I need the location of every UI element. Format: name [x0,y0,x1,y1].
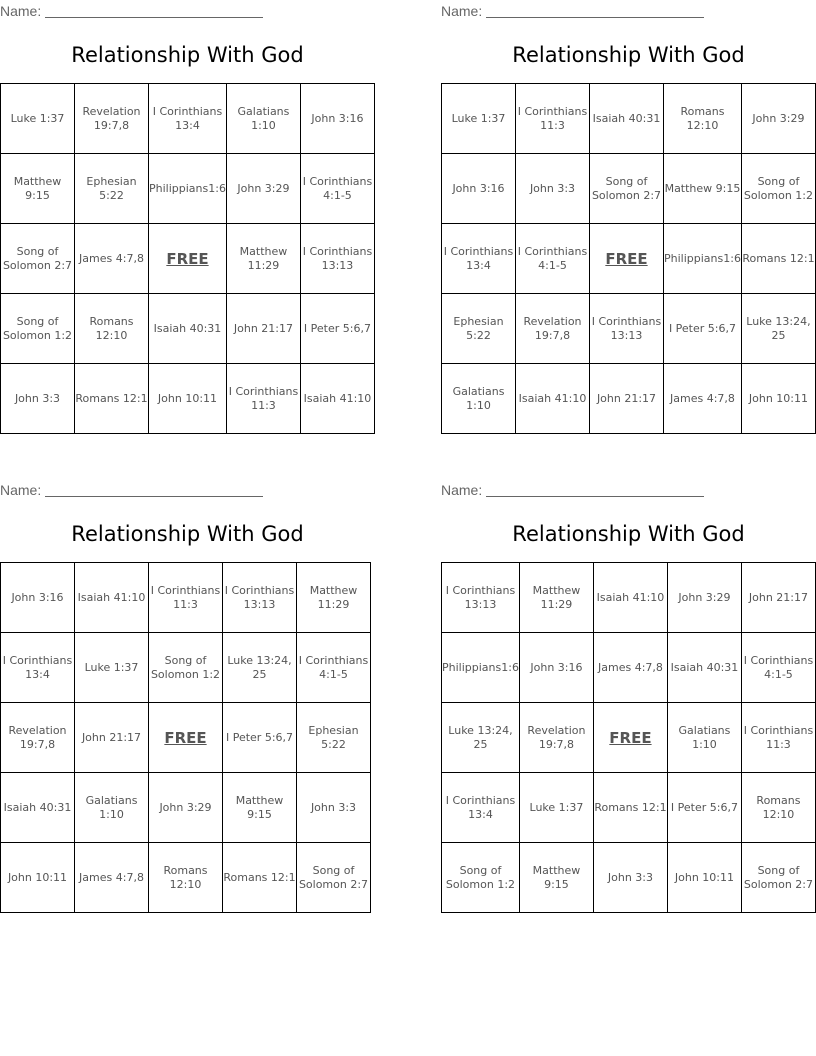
bingo-cell: James 4:7,8 [664,364,742,434]
grid-row [442,84,816,154]
free-space: FREE [593,703,667,773]
bingo-grid [0,83,375,434]
name-underline[interactable] [45,17,263,18]
bingo-cell: Isaiah 41:10 [300,364,374,434]
bingo-cell: Matthew 11:29 [226,224,300,294]
bingo-cell: John 3:29 [149,773,223,843]
bingo-cell: Luke 1:37 [75,633,149,703]
bingo-cell: Isaiah 40:31 [149,294,227,364]
bingo-cell: John 3:16 [519,633,593,703]
bingo-cell: John 21:17 [226,294,300,364]
grid-row [1,224,375,294]
grid-row [442,224,816,294]
bingo-cell: I Corinthians 13:4 [149,84,227,154]
bingo-cell: Matthew 9:15 [664,154,742,224]
bingo-cell: Matthew 9:15 [519,843,593,913]
card-title: Relationship With God [512,522,745,546]
bingo-cell: I Corinthians 4:1-5 [297,633,371,703]
bingo-cell: I Corinthians 11:3 [741,703,815,773]
grid-row [1,364,375,434]
name-label: Name: [0,482,42,498]
name-underline[interactable] [486,17,704,18]
bingo-cell: Isaiah 40:31 [667,633,741,703]
bingo-card-4 [441,479,816,919]
bingo-cell: Galatians 1:10 [442,364,516,434]
name-label: Name: [441,3,483,19]
bingo-cell: Isaiah 40:31 [590,84,664,154]
bingo-cell: Romans 12:1 [75,364,149,434]
bingo-cell: I Peter 5:6,7 [300,294,374,364]
bingo-cell: John 21:17 [590,364,664,434]
grid-row [442,773,816,843]
bingo-cell: John 3:3 [516,154,590,224]
bingo-cell: Romans 12:1 [593,773,667,843]
bingo-cell: John 3:29 [226,154,300,224]
bingo-cell: John 3:3 [1,364,75,434]
free-space: FREE [149,703,223,773]
bingo-cell: Luke 1:37 [442,84,516,154]
bingo-cell: Matthew 9:15 [223,773,297,843]
bingo-cell: Ephesian 5:22 [75,154,149,224]
bingo-cell: John 3:16 [442,154,516,224]
bingo-cell: I Corinthians 11:3 [149,563,223,633]
bingo-cell: Isaiah 40:31 [1,773,75,843]
bingo-cell: Philippians1:6 [442,633,520,703]
bingo-cell: Luke 13:24, 25 [223,633,297,703]
bingo-cell: I Peter 5:6,7 [223,703,297,773]
bingo-cell: Song of Solomon 2:7 [741,843,815,913]
bingo-cell: James 4:7,8 [75,224,149,294]
bingo-card-1 [0,0,375,440]
bingo-cell: I Corinthians 13:13 [442,563,520,633]
grid-row [1,703,371,773]
bingo-cell: Galatians 1:10 [75,773,149,843]
bingo-cell: Song of Solomon 1:2 [741,154,815,224]
bingo-cell: Matthew 9:15 [1,154,75,224]
grid-row [442,294,816,364]
bingo-cell: I Corinthians 13:4 [442,773,520,843]
bingo-cell: John 10:11 [741,364,815,434]
bingo-cell: Song of Solomon 1:2 [442,843,520,913]
name-field[interactable] [0,482,263,498]
name-field[interactable] [441,482,704,498]
card-title: Relationship With God [71,43,304,67]
bingo-cell: I Corinthians 13:4 [1,633,75,703]
bingo-cell: Isaiah 41:10 [75,563,149,633]
grid-row [1,154,375,224]
bingo-cell: Song of Solomon 2:7 [1,224,75,294]
grid-row [1,633,371,703]
card-title: Relationship With God [512,43,745,67]
bingo-cell: I Corinthians 11:3 [516,84,590,154]
grid-row [442,633,816,703]
bingo-card-2 [441,0,816,440]
bingo-cell: Romans 12:10 [741,773,815,843]
name-underline[interactable] [486,496,704,497]
name-underline[interactable] [45,496,263,497]
bingo-cell: Philippians1:6 [664,224,742,294]
bingo-cell: Philippians1:6 [149,154,227,224]
grid-row [1,294,375,364]
bingo-cell: Romans 12:1 [741,224,815,294]
grid-row [1,773,371,843]
bingo-cell: I Peter 5:6,7 [667,773,741,843]
bingo-cell: John 3:3 [593,843,667,913]
name-field[interactable] [0,3,263,19]
free-space: FREE [149,224,227,294]
bingo-cell: Revelation 19:7,8 [1,703,75,773]
bingo-cell: I Corinthians 13:13 [300,224,374,294]
bingo-cell: Isaiah 41:10 [516,364,590,434]
grid-row [442,703,816,773]
card-title: Relationship With God [71,522,304,546]
grid-row [1,84,375,154]
bingo-cell: John 3:29 [741,84,815,154]
bingo-cell: I Corinthians 13:13 [223,563,297,633]
bingo-cell: Luke 13:24, 25 [442,703,520,773]
bingo-cell: James 4:7,8 [75,843,149,913]
bingo-cell: I Corinthians 4:1-5 [300,154,374,224]
name-field[interactable] [441,3,704,19]
bingo-cell: Revelation 19:7,8 [516,294,590,364]
bingo-cell: John 21:17 [75,703,149,773]
bingo-cell: Luke 13:24, 25 [741,294,815,364]
free-space: FREE [590,224,664,294]
bingo-cell: Romans 12:1 [223,843,297,913]
bingo-card-3 [0,479,375,919]
bingo-cell: I Corinthians 4:1-5 [741,633,815,703]
bingo-cell: Romans 12:10 [664,84,742,154]
bingo-cell: I Corinthians 13:13 [590,294,664,364]
grid-row [442,563,816,633]
bingo-cell: John 10:11 [667,843,741,913]
bingo-grid [441,562,816,913]
bingo-cell: John 3:16 [1,563,75,633]
bingo-cell: I Corinthians 11:3 [226,364,300,434]
bingo-cell: John 10:11 [149,364,227,434]
bingo-cell: Romans 12:10 [75,294,149,364]
bingo-grid [441,83,816,434]
grid-row [442,843,816,913]
grid-row [1,563,371,633]
name-label: Name: [441,482,483,498]
bingo-cell: I Corinthians 4:1-5 [516,224,590,294]
bingo-cell: Luke 1:37 [1,84,75,154]
bingo-cell: Ephesian 5:22 [442,294,516,364]
bingo-cell: Song of Solomon 2:7 [590,154,664,224]
bingo-cell: Song of Solomon 2:7 [297,843,371,913]
bingo-cell: Matthew 11:29 [519,563,593,633]
bingo-cell: James 4:7,8 [593,633,667,703]
bingo-cell: Romans 12:10 [149,843,223,913]
grid-row [1,843,371,913]
bingo-cell: Song of Solomon 1:2 [1,294,75,364]
bingo-cell: Revelation 19:7,8 [519,703,593,773]
bingo-cell: John 3:29 [667,563,741,633]
bingo-grid [0,562,371,913]
bingo-cell: Luke 1:37 [519,773,593,843]
bingo-cell: Galatians 1:10 [667,703,741,773]
bingo-cell: John 3:3 [297,773,371,843]
grid-row [442,154,816,224]
grid-row [442,364,816,434]
bingo-cell: John 3:16 [300,84,374,154]
bingo-cell: John 10:11 [1,843,75,913]
bingo-cell: John 21:17 [741,563,815,633]
bingo-cell: Galatians 1:10 [226,84,300,154]
name-label: Name: [0,3,42,19]
bingo-cell: Isaiah 41:10 [593,563,667,633]
bingo-cell: I Peter 5:6,7 [664,294,742,364]
bingo-cell: Ephesian 5:22 [297,703,371,773]
bingo-cell: Song of Solomon 1:2 [149,633,223,703]
bingo-cell: I Corinthians 13:4 [442,224,516,294]
bingo-cell: Matthew 11:29 [297,563,371,633]
bingo-cell: Revelation 19:7,8 [75,84,149,154]
